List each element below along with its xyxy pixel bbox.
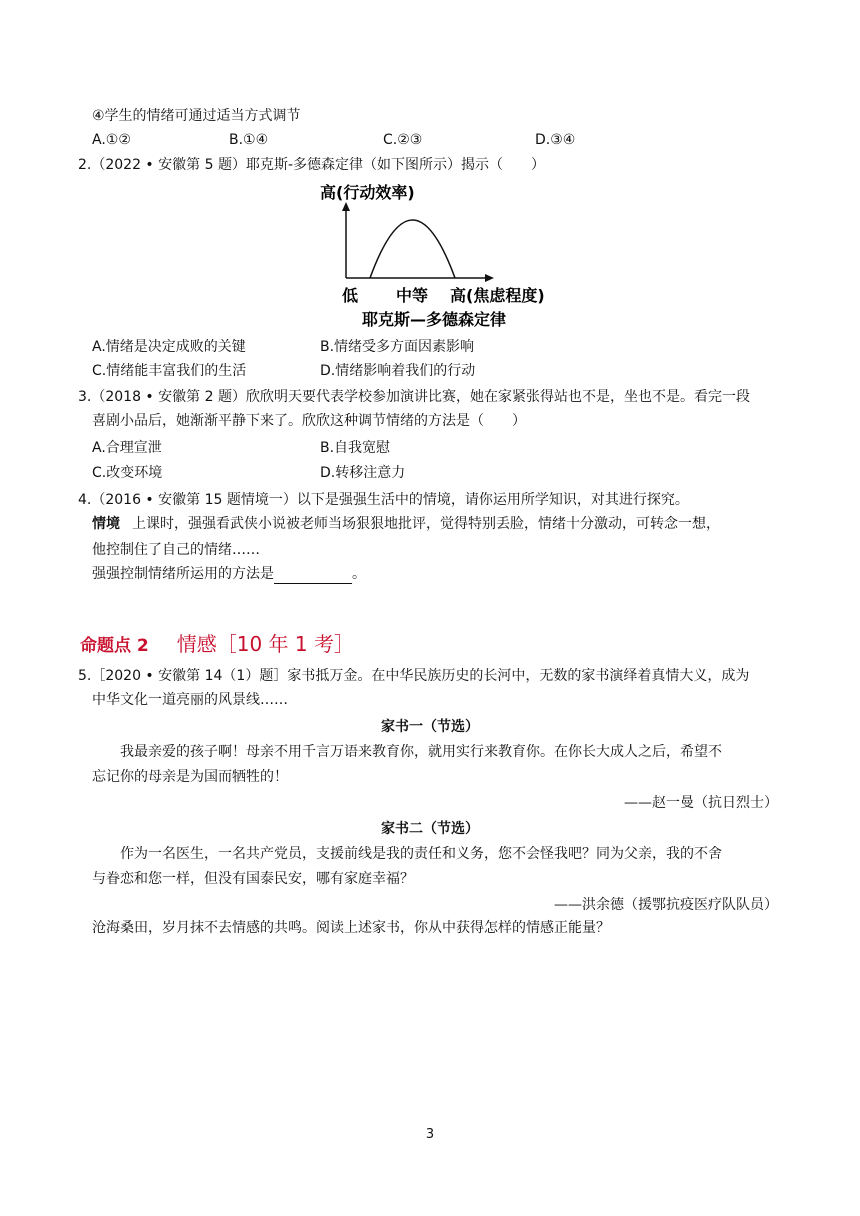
q3-stem-line2: 喜剧小品后，她渐渐平静下来了。欣欣这种调节情绪的方法是（ ）: [92, 413, 526, 429]
yerkes-dodson-chart: [320, 180, 570, 332]
q1-item-4: ④学生的情绪可通过适当方式调节: [92, 108, 301, 124]
q2-option-c: C.情绪能丰富我们的生活: [92, 363, 247, 379]
chart-x-label: 高(焦虑程度): [450, 286, 545, 305]
q3-option-c: C.改变环境: [92, 465, 163, 481]
q2-option-a: A.情绪是决定成败的关键: [92, 339, 246, 355]
letter1-signature: ——赵一曼（抗日烈士）: [624, 795, 778, 811]
q2-stem: 2.（2022 • 安徽第 5 题）耶克斯-多德森定律（如下图所示）揭示（ ）: [78, 157, 546, 173]
letter2-line2: 与眷恋和您一样，但没有国泰民安，哪有家庭幸福？: [92, 871, 414, 887]
q3-option-b: B.自我宽慰: [320, 440, 391, 456]
q1-option-c: C.②③: [383, 132, 423, 148]
q5-stem-line2: 中华文化一道亮丽的风景线……: [92, 692, 288, 708]
q4-answer-suffix: 。: [352, 566, 366, 582]
section-heading: [80, 628, 354, 657]
q5-question: 沧海桑田，岁月抹不去情感的共鸣。阅读上述家书，你从中获得怎样的情感正能量？: [92, 920, 610, 936]
letter1-title: 家书一（节选）: [381, 719, 479, 735]
x-tick-medium: 中等: [396, 286, 429, 305]
letter2-title: 家书二（节选）: [381, 821, 479, 837]
q1-option-d: D.③④: [535, 132, 576, 148]
section-label: 命题点 2: [80, 636, 149, 656]
x-axis-arrow: [485, 274, 494, 282]
q1-option-a: A.①②: [92, 132, 131, 148]
y-axis-arrow: [342, 202, 350, 211]
q4-scene-label: 情境: [92, 516, 120, 532]
q2-option-b: B.情绪受多方面因素影响: [320, 339, 475, 355]
q3-option-d: D.转移注意力: [320, 465, 406, 481]
letter1-line1: 我最亲爱的孩子啊！母亲不用千言万语来教育你，就用实行来教育你。在你长大成人之后，希望不: [120, 744, 722, 760]
q4-scene-line2: 他控制住了自己的情绪……: [92, 542, 260, 558]
q2-option-d: D.情绪影响着我们的行动: [320, 363, 476, 379]
efficiency-curve: [370, 220, 455, 278]
q1-option-b: B.①④: [229, 132, 269, 148]
q4-answer-prefix: 强强控制情绪所运用的方法是: [92, 566, 274, 582]
chart-title: 耶克斯—多德森定律: [362, 310, 507, 329]
q3-option-a: A.合理宣泄: [92, 440, 162, 456]
q5-stem-line1: 5.［2020 • 安徽第 14（1）题］家书抵万金。在中华民族历史的长河中，无数的家书演绎着真情大义，成为: [78, 668, 750, 684]
letter2-signature: ——洪余德（援鄂抗疫医疗队队员）: [554, 897, 778, 913]
q4-scene-line1: [92, 514, 720, 534]
page-number: 3: [425, 1127, 435, 1142]
x-tick-low: 低: [342, 286, 359, 305]
letter1-line2: 忘记你的母亲是为国而牺牲的！: [92, 769, 288, 785]
q4-answer-line: [92, 564, 366, 584]
q3-stem-line1: 3.（2018 • 安徽第 2 题）欣欣明天要代表学校参加演讲比赛，她在家紧张得站也不是，坐也不是。看完一段: [78, 389, 750, 405]
q4-scene-text1: 上课时，强强看武侠小说被老师当场狠狠地批评，觉得特别丢脸，情绪十分激动，可转念一想，: [132, 516, 720, 532]
section-title: 情感［10 年 1 考］: [176, 632, 354, 656]
letter2-line1: 作为一名医生，一名共产党员，支援前线是我的责任和义务，您不会怪我吧？同为父亲，我的不舍: [120, 846, 722, 862]
q4-answer-blank[interactable]: [274, 569, 352, 584]
chart-y-label: 高(行动效率): [320, 183, 415, 202]
q4-stem: 4.（2016 • 安徽第 15 题情境一）以下是强强生活中的情境，请你运用所学知识，对其进行探究。: [78, 492, 689, 508]
